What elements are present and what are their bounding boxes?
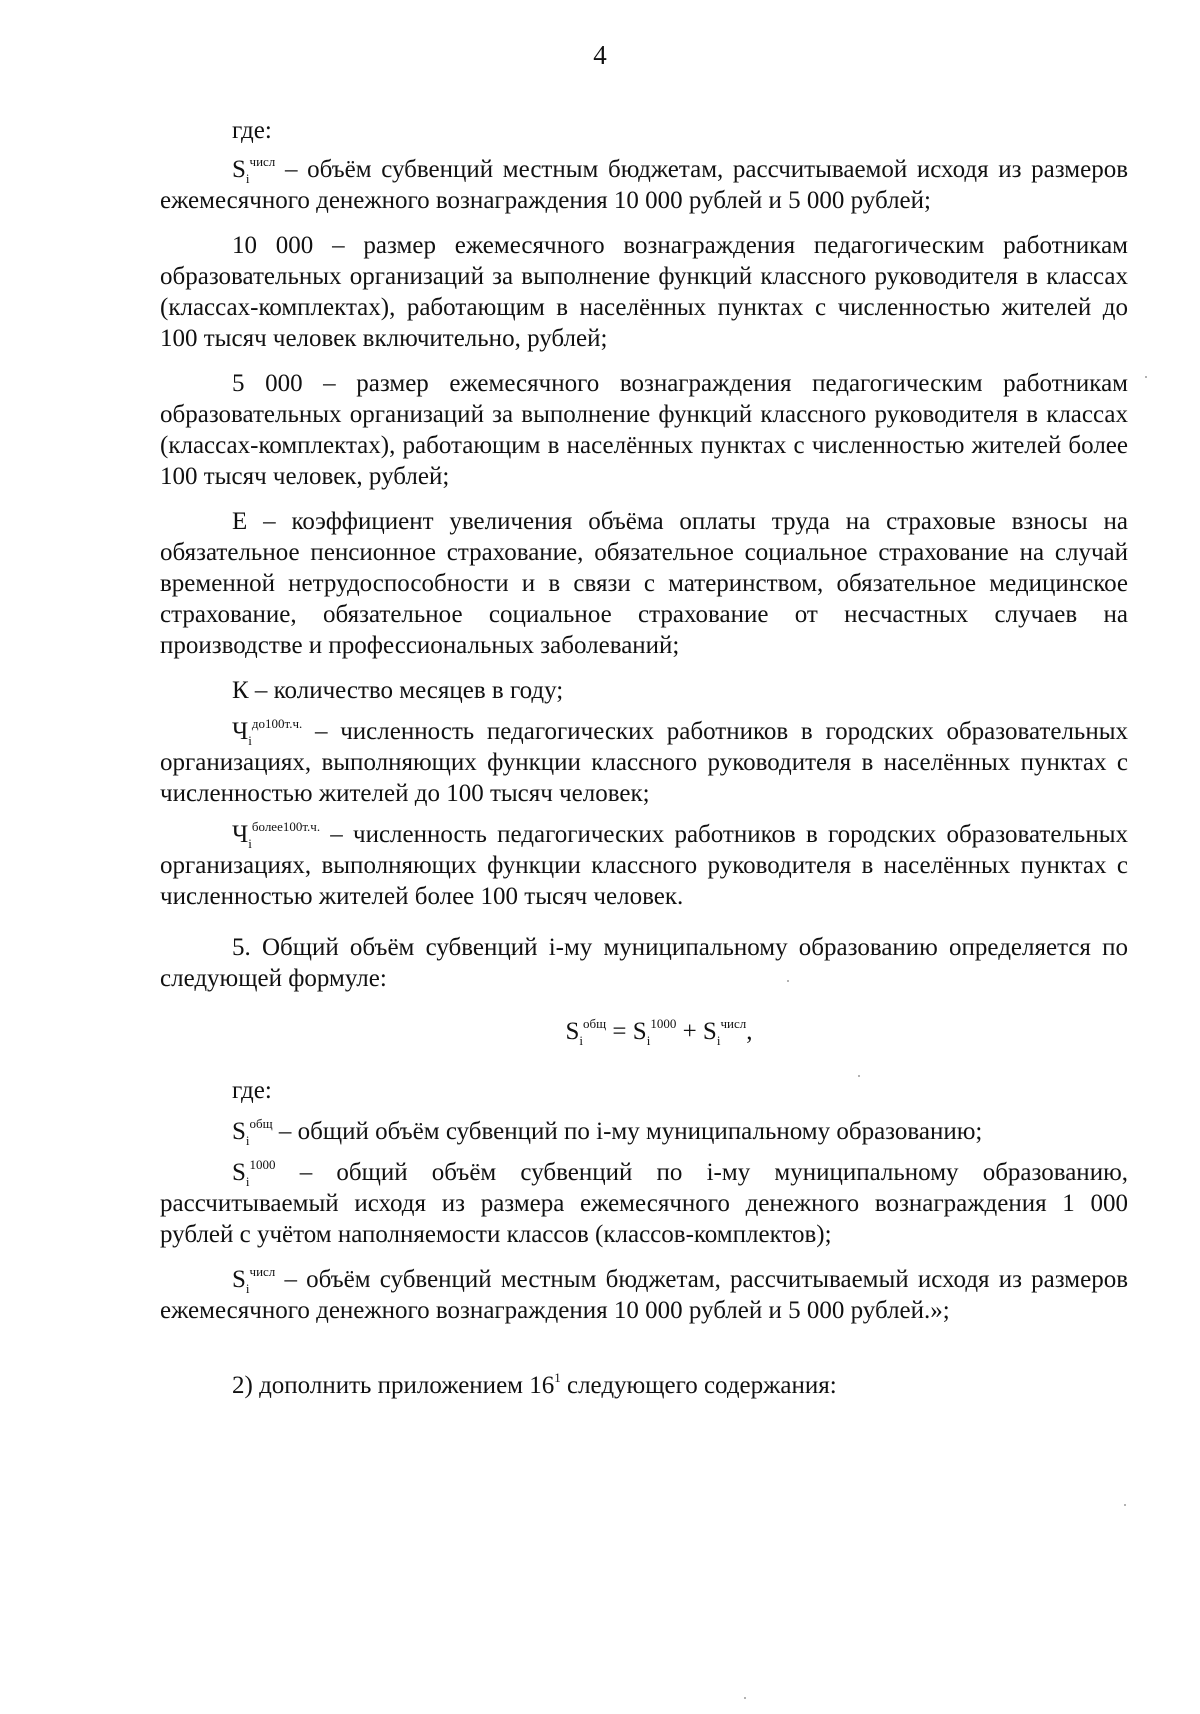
formula-comma: , (746, 1018, 753, 1045)
formula-sup-1000: 1000 (650, 1015, 677, 1031)
scan-speck (858, 1075, 860, 1077)
formula-sub-i: i (646, 1033, 651, 1048)
formula-s-chisl: S (702, 1018, 717, 1045)
formula-s-obsh: S (565, 1018, 580, 1045)
definition-s-chisl-2 (160, 1264, 1128, 1326)
scan-speck (744, 1697, 746, 1699)
formula-sup-obsh: общ (583, 1015, 607, 1031)
paragraph-10000: 10 000 – размер ежемесячного вознаграждения педагогическим работникам образовательных организаций за выполнение функций классного руководителя в классах (классах-комплектах), работающим в населённых пунктах с численностью жителей до 100 тысяч человек включительно, рублей; (160, 232, 1128, 352)
subscript-i: i (248, 836, 252, 851)
definition-s-chisl-1 (160, 154, 1128, 216)
formula-sub-i: i (579, 1033, 584, 1048)
addition-text-start: 2) дополнить приложением 16 (232, 1372, 555, 1399)
formula-sub-i: i (716, 1033, 721, 1048)
definition-text: – численность педагогических работников в городских образовательных организациях, выполняющих функции классного руководителя в населённых пунктах с численностью жителей более 100 тысяч человек. (160, 821, 1128, 910)
symbol-ch: Ч (232, 821, 249, 848)
scan-speck (1124, 1504, 1126, 1506)
definition-s-1000 (160, 1157, 1128, 1250)
definition-text: – численность педагогических работников в городских образовательных организациях, выполняющих функции классного руководителя в населённых пунктах с численностью жителей до 100 тысяч человек; (160, 718, 1128, 807)
formula-s-1000: S (632, 1018, 647, 1045)
paragraph-k-months: К – количество месяцев в году; (232, 677, 564, 704)
superscript-bolee100: более100т.ч. (251, 818, 321, 834)
definition-text: – объём субвенций местным бюджетам, рассчитываемый исходя из размеров ежемесячного денежного вознаграждения 10 000 рублей и 5 000 рублей.»; (160, 1266, 1128, 1324)
definition-s-obsh (160, 1116, 1128, 1147)
superscript-chisl: числ (249, 153, 276, 169)
symbol-s: S (232, 1266, 246, 1293)
paragraph-2-addition (160, 1370, 1128, 1401)
formula-equals: = (606, 1018, 633, 1045)
symbol-s: S (232, 1118, 246, 1145)
formula (160, 1016, 1128, 1047)
superscript-obsh: общ (249, 1115, 273, 1131)
where-label-2: где: (232, 1077, 272, 1104)
formula-plus: + (676, 1018, 703, 1045)
superscript-chisl: числ (249, 1263, 276, 1279)
paragraph-5000: 5 000 – размер ежемесячного вознаграждения педагогическим работникам образовательных организаций за выполнение функций классного руководителя в классах (классах-комплектах), работающим в населённых пунктах с численностью жителей более 100 тысяч человек, рублей; (160, 370, 1128, 490)
subscript-i: i (245, 171, 250, 186)
subscript-i: i (245, 1174, 250, 1189)
scan-speck (787, 980, 789, 982)
definition-text: – объём субвенций местным бюджетам, рассчитываемой исходя из размеров ежемесячного денежного вознаграждения 10 000 рублей и 5 000 рублей; (160, 156, 1128, 214)
subscript-i: i (248, 733, 252, 748)
symbol-s: S (232, 156, 246, 183)
appendix-superscript: 1 (554, 1369, 561, 1385)
definition-ch-bolee100 (160, 819, 1128, 912)
definition-ch-do100 (160, 716, 1128, 809)
definition-text: – общий объём субвенций по i-му муниципальному образованию, рассчитываемый исходя из размера ежемесячного денежного вознаграждения 1 000 рублей с учётом наполняемости классов (классов-комплектов); (160, 1159, 1128, 1248)
definition-text: – общий объём субвенций по i-му муниципальному образованию; (272, 1118, 983, 1145)
paragraph-e-coefficient: Е – коэффициент увеличения объёма оплаты труда на страховые взносы на обязательное пенсионное страхование, обязательное социальное страхование на случай временной нетрудоспособности и в связи с материнством, обязательное медицинское страхование, обязательное социальное страхование от несчастных случаев на производстве и профессиональных заболеваний; (160, 508, 1128, 659)
superscript-1000: 1000 (249, 1156, 276, 1172)
document-body (160, 115, 1128, 1401)
subscript-i: i (245, 1133, 250, 1148)
where-label-1: где: (232, 117, 272, 144)
symbol-s: S (232, 1159, 246, 1186)
superscript-do100: до100т.ч. (251, 715, 303, 731)
formula-sup-chisl: числ (720, 1015, 747, 1031)
subscript-i: i (245, 1281, 250, 1296)
scan-speck (1145, 376, 1147, 378)
page-number: 4 (593, 40, 607, 70)
paragraph-5-total-volume: 5. Общий объём субвенций i-му муниципальному образованию определяется по следующей формуле: (160, 934, 1128, 992)
addition-text-end: следующего содержания: (560, 1372, 837, 1399)
symbol-ch: Ч (232, 718, 249, 745)
